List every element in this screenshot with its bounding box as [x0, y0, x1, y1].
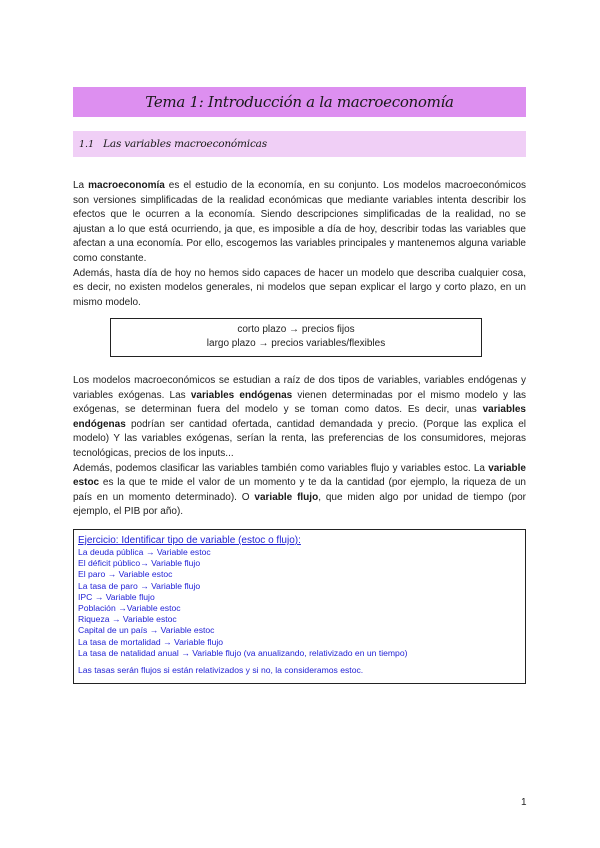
text-run: vienen determinadas por el mismo modelo y las exógenas, se determinan fuera del modelo y se toman como datos. Es decir, unas — [73, 389, 527, 416]
list-item: El paro → Variable estoc — [78, 569, 173, 580]
bold-term: variables endógenas — [190, 389, 293, 401]
time-horizon-box — [110, 318, 482, 357]
section-banner — [73, 131, 526, 157]
list-item: La tasa de paro → Variable flujo — [78, 580, 201, 591]
intro-text — [73, 179, 526, 267]
intro-paragraph — [73, 179, 526, 310]
text-run: Los modelos macroeconómicos se estudian a raíz de dos tipos de variables, variables endógenas y variables exógenas. Las — [73, 375, 526, 401]
title-banner — [73, 87, 526, 117]
list-item: Capital de un país → Variable estoc — [78, 625, 215, 636]
bold-term: variable estoc — [73, 462, 526, 489]
exercise-heading: Ejercicio: Identificar tipo de variable (estoc o flujo): — [78, 535, 301, 546]
text-run: podrían ser cantidad ofertada, cantidad demandada y precio. (Porque las explica el modelo) Y las variables exógenas, serían la renta, las preferencias de los consumidores, mejoras tecnológicas, precios de los inputs... — [73, 418, 526, 459]
list-item: IPC → Variable flujo — [78, 591, 155, 602]
text-run: es la que te mide el valor de un momento y te da la cantidad (por ejemplo, la riqueza de un país en un momento determinado). O — [73, 477, 526, 503]
section-number: 1.1 — [79, 138, 95, 150]
variables-text — [73, 374, 526, 462]
bold-term: variables endógenas — [73, 404, 526, 430]
list-item: La tasa de mortalidad → Variable flujo — [78, 636, 224, 647]
exercise-note: Las tasas serán flujos si están relativizados y si no, la consideramos estoc. — [78, 665, 364, 676]
text-run: La — [73, 180, 89, 191]
page-number: 1 — [521, 797, 527, 808]
list-item: La deuda pública → Variable estoc — [78, 547, 211, 557]
text-run: , que miden algo por unidad de tiempo (por ejemplo, el PIB por año). — [73, 491, 526, 518]
long-run-line: largo plazo → precios variables/flexibles — [206, 338, 386, 349]
short-run-line: corto plazo → precios fijos — [237, 324, 355, 335]
bold-term: macroeconomía — [88, 180, 165, 191]
section-title: Las variables macroeconómicas — [103, 138, 267, 150]
bold-term: variable flujo — [254, 491, 319, 503]
intro-text-2: Además, hasta día de hoy no hemos sido capaces de hacer un modelo que describa cualquier cosa, es decir, no existen modelos generales, ni modelos que sepan explicar el largo y corto plazo, en un mismo modelo. — [73, 267, 526, 308]
list-item: La tasa de natalidad anual → Variable flujo (va anualizando, relativizado en un tiempo) — [78, 647, 408, 658]
page-title: Tema 1: Introducción a la macroeconomía — [145, 93, 454, 111]
list-item: Riqueza → Variable estoc — [78, 614, 177, 625]
variables-paragraph — [73, 374, 526, 520]
text-run: es el estudio de la economía, en su conjunto. Los modelos macroeconómicos son versiones simplificadas de la realidad económicas que mediante variables intenta describir los efectos que le ocurren a la economía. Siendo descripciones simplificadas de la realidad, no se ajustan a lo que está ocurriendo, ja que, es imposible a día de hoy, describir todas las variables que afectan a una economía. Por ello, escogemos las variables principales y mantenemos alguna variable como constante. — [73, 180, 526, 264]
list-item: Población →Variable estoc — [78, 603, 181, 614]
exercise-box — [73, 529, 526, 684]
stock-flow-text — [73, 462, 526, 520]
list-item: El déficit público→ Variable flujo — [78, 558, 201, 569]
text-run: Además, podemos clasificar las variables también como variables flujo y variables estoc. La — [73, 462, 489, 474]
